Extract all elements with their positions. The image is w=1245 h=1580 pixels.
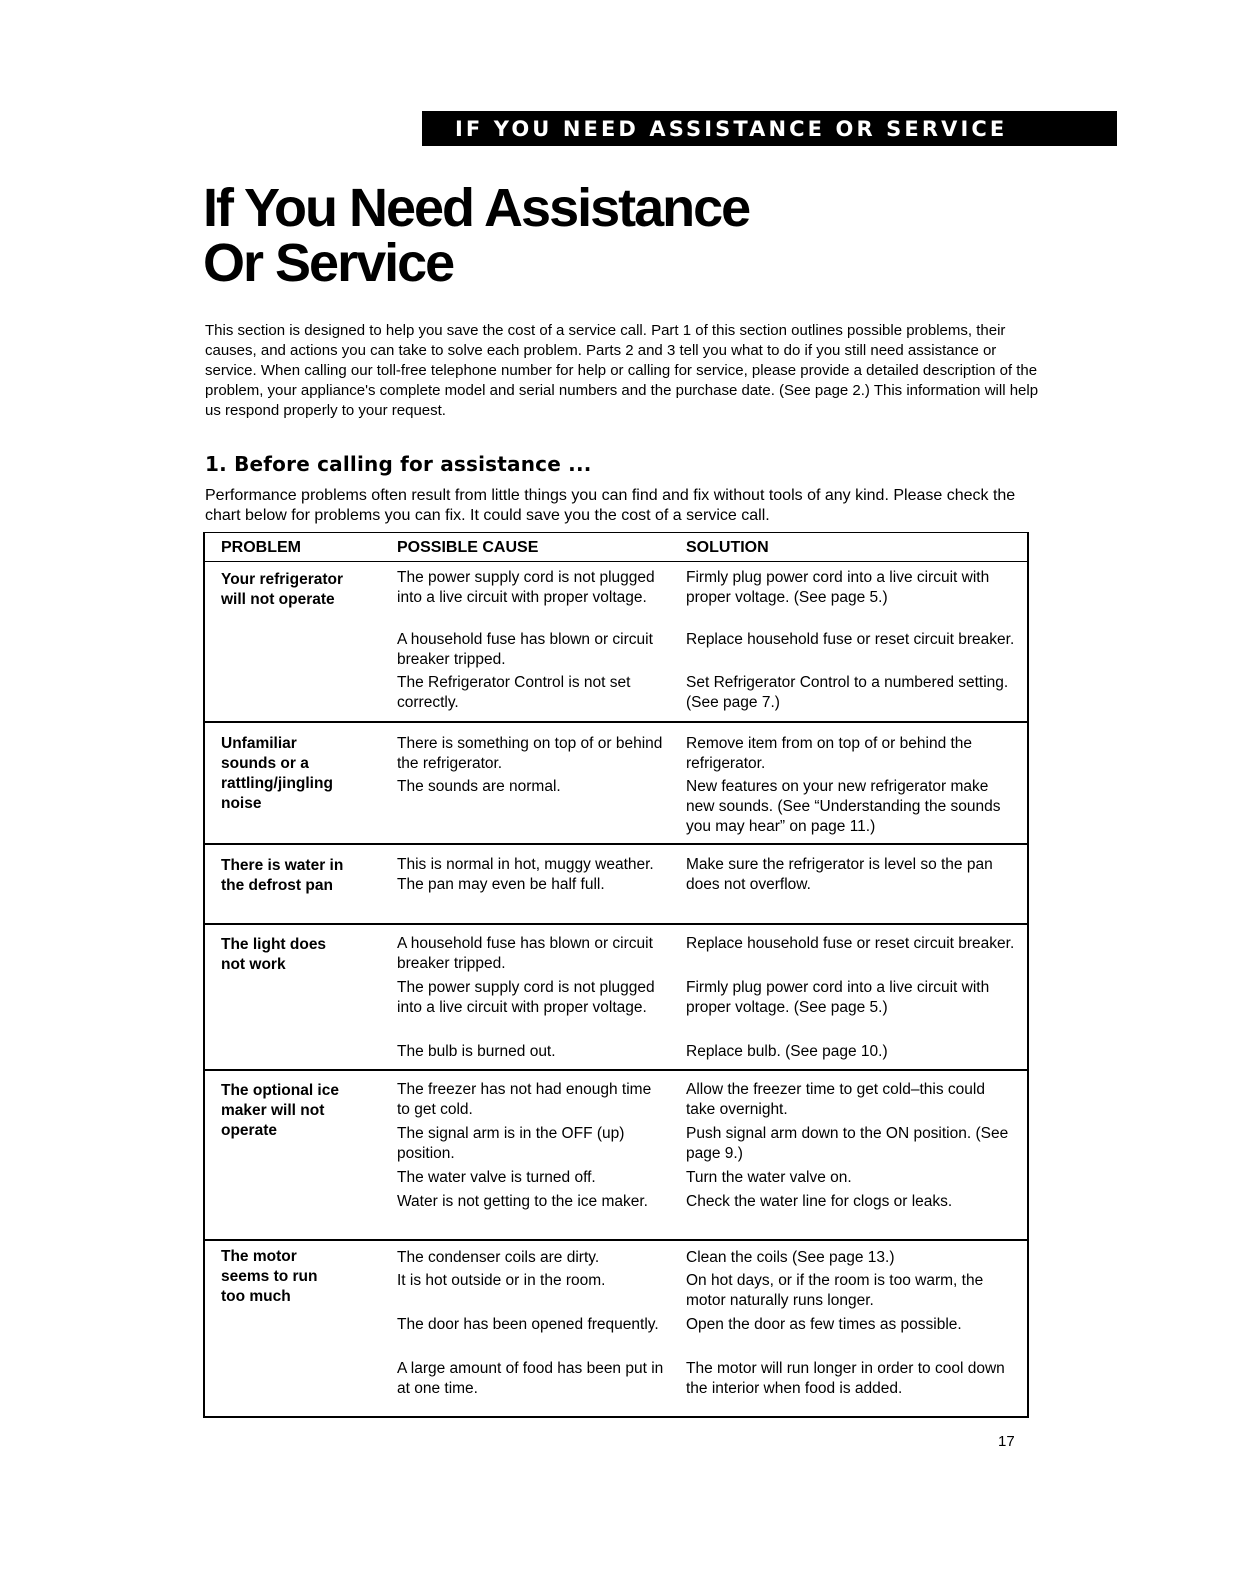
problem-label-line: Unfamiliar xyxy=(221,735,297,752)
problem-label-line: Your refrigerator xyxy=(221,571,344,588)
problem-label-line: There is water in xyxy=(221,857,344,874)
group-divider xyxy=(205,1069,1027,1071)
solution-cell: Make sure the refrigerator is level so the pan does not overflow. xyxy=(686,856,993,893)
problem-label-line: the defrost pan xyxy=(221,877,333,894)
problem-label xyxy=(221,570,381,610)
problem-label xyxy=(221,1247,381,1307)
solution-cell: Replace bulb. (See page 10.) xyxy=(686,1043,888,1060)
solution-cell: Push signal arm down to the ON position. (See page 9.) xyxy=(686,1125,1009,1162)
problem-label-line: not work xyxy=(221,956,286,973)
solution-cell: On hot days, or if the room is too warm, the motor naturally runs longer. xyxy=(686,1272,984,1309)
problem-label-line: seems to run xyxy=(221,1268,318,1285)
solution-cell: Replace household fuse or reset circuit breaker. xyxy=(686,935,1015,952)
column-header-problem: PROBLEM xyxy=(221,539,301,556)
problem-label xyxy=(221,734,381,814)
page-title xyxy=(203,178,750,293)
solution-cell: Allow the freezer time to get cold–this could take overnight. xyxy=(686,1081,985,1118)
table-intro-paragraph: Performance problems often result from little things you can find and fix without tools of any kind. Please check the chart below for problems you can fix. It could save you the cost of a service call. xyxy=(205,487,1016,524)
column-header-cause: POSSIBLE CAUSE xyxy=(397,539,539,556)
cause-cell: There is something on top of or behind the refrigerator. xyxy=(397,735,663,772)
cause-cell: This is normal in hot, muggy weather. The pan may even be half full. xyxy=(397,856,654,893)
problem-label-line: The light does xyxy=(221,936,327,953)
problem-label-line: The optional ice xyxy=(221,1082,339,1099)
group-divider xyxy=(205,1239,1027,1241)
cause-cell: The power supply cord is not plugged into a live circuit with proper voltage. xyxy=(397,569,655,606)
solution-cell: Replace household fuse or reset circuit breaker. xyxy=(686,631,1015,648)
cause-cell: It is hot outside or in the room. xyxy=(397,1272,606,1289)
cause-cell: The water valve is turned off. xyxy=(397,1169,596,1186)
problem-label xyxy=(221,856,381,896)
cause-cell: A large amount of food has been put in at one time. xyxy=(397,1360,664,1397)
solution-cell: New features on your new refrigerator make new sounds. (See “Understanding the sounds you may hear” on page 11.) xyxy=(686,778,1001,835)
table-header-row xyxy=(205,533,1027,562)
solution-cell: Open the door as few times as possible. xyxy=(686,1316,962,1333)
solution-cell: Turn the water valve on. xyxy=(686,1169,852,1186)
cause-cell: Water is not getting to the ice maker. xyxy=(397,1193,648,1210)
problem-label-line: maker will not xyxy=(221,1102,325,1119)
cause-cell: The freezer has not had enough time to get cold. xyxy=(397,1081,652,1118)
intro-paragraph: This section is designed to help you save the cost of a service call. Part 1 of this section outlines possible problems, their causes, and actions you can take to solve each problem. Parts 2 and 3 tell you what to do if you still need assistance or service. When calling our toll-free telephone number for help or calling for service, please provide a detailed description of the problem, your appliance's complete model and serial numbers and the purchase date. (See page 2.) This information will help us respond properly to your request. xyxy=(205,322,1039,419)
cause-cell: The condenser coils are dirty. xyxy=(397,1249,600,1266)
problem-label-line: sounds or a xyxy=(221,755,309,772)
problem-label xyxy=(221,935,381,975)
page-title-line-1: If You Need Assistance xyxy=(203,178,750,238)
solution-cell: Firmly plug power cord into a live circuit with proper voltage. (See page 5.) xyxy=(686,979,990,1016)
group-divider xyxy=(205,923,1027,925)
cause-cell: A household fuse has blown or circuit breaker tripped. xyxy=(397,935,653,972)
column-header-solution: SOLUTION xyxy=(686,539,769,556)
solution-cell: The motor will run longer in order to cool down the interior when food is added. xyxy=(686,1360,1005,1397)
solution-cell: Set Refrigerator Control to a numbered setting. (See page 7.) xyxy=(686,674,1009,711)
section-heading: 1. Before calling for assistance ... xyxy=(205,452,592,476)
cause-cell: The bulb is burned out. xyxy=(397,1043,556,1060)
cause-cell: The power supply cord is not plugged into a live circuit with proper voltage. xyxy=(397,979,655,1016)
problem-label-line: too much xyxy=(221,1288,291,1305)
cause-cell: A household fuse has blown or circuit breaker tripped. xyxy=(397,631,653,668)
cause-cell: The sounds are normal. xyxy=(397,778,561,795)
section-banner: IF YOU NEED ASSISTANCE OR SERVICE xyxy=(422,111,1117,146)
solution-cell: Check the water line for clogs or leaks. xyxy=(686,1193,953,1210)
problem-label-line: noise xyxy=(221,795,262,812)
problem-label-line: operate xyxy=(221,1122,277,1139)
solution-cell: Clean the coils (See page 13.) xyxy=(686,1249,895,1266)
solution-cell: Firmly plug power cord into a live circuit with proper voltage. (See page 5.) xyxy=(686,569,990,606)
cause-cell: The door has been opened frequently. xyxy=(397,1316,659,1333)
troubleshooting-table xyxy=(203,532,1029,1418)
solution-cell: Remove item from on top of or behind the refrigerator. xyxy=(686,735,973,772)
cause-cell: The Refrigerator Control is not set correctly. xyxy=(397,674,631,711)
group-divider xyxy=(205,721,1027,723)
problem-label-line: rattling/jingling xyxy=(221,775,333,792)
problem-label-line: The motor xyxy=(221,1248,297,1265)
problem-label-line: will not operate xyxy=(221,591,335,608)
page-number: 17 xyxy=(998,1433,1015,1450)
problem-label xyxy=(221,1081,381,1141)
cause-cell: The signal arm is in the OFF (up) position. xyxy=(397,1125,625,1162)
page-title-line-2: Or Service xyxy=(203,233,454,293)
group-divider xyxy=(205,843,1027,845)
